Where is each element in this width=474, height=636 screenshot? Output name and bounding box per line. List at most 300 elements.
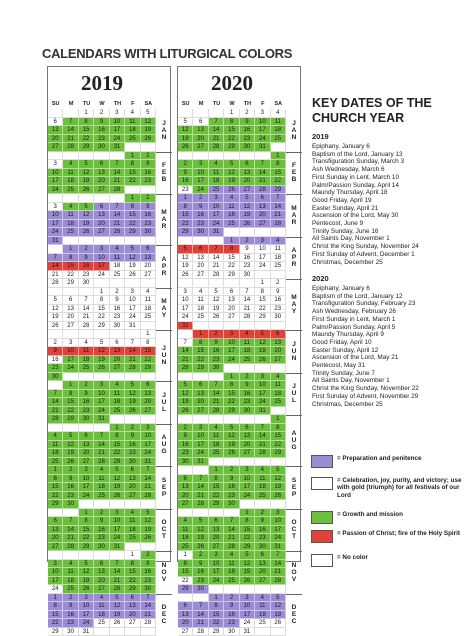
day-cell [178,109,193,118]
week-row [178,568,286,577]
day-cell: 1 [193,330,208,339]
day-cell: 1 [94,288,109,297]
day-cell: 6 [125,466,140,475]
day-cell: 27 [224,313,239,322]
key-date-item: Easter Sunday, April 21 [312,205,474,213]
month-letter: U [287,348,301,355]
day-cell: 21 [63,135,78,144]
day-cell [271,458,286,467]
week-row [178,517,286,526]
day-cell: 16 [110,305,125,314]
day-cell: 3 [255,373,270,382]
day-cell: 25 [209,449,224,458]
day-cell: 8 [48,602,63,611]
day-cell: 22 [48,619,63,628]
day-cell: 3 [94,381,109,390]
day-cell: 29 [63,279,78,288]
day-cell: 8 [141,339,156,348]
day-cell: 4 [271,237,286,246]
key-date-item: Easter Sunday, April 12 [312,347,474,355]
day-cell: 26 [209,313,224,322]
day-cell: 17 [79,611,94,620]
key-date-item: Ascension of the Lord, May 21 [312,354,474,362]
day-cell: 9 [193,203,208,212]
day-cell: 10 [94,390,109,399]
day-cell: 19 [94,356,109,365]
day-cell [63,373,78,382]
day-cell: 28 [271,220,286,229]
day-cell: 8 [255,288,270,297]
day-cell: 16 [125,441,140,450]
day-cell: 2 [178,160,193,169]
day-cell [209,415,224,424]
day-cell: 27 [48,543,63,552]
day-cell: 14 [48,398,63,407]
day-cell [141,415,156,424]
day-cell: 29 [178,228,193,237]
day-cell: 31 [178,322,193,331]
day-cell: 4 [255,594,270,603]
day-cell: 7 [110,560,125,569]
week-row [48,220,156,229]
day-cell: 26 [110,619,125,628]
day-cell: 8 [224,381,239,390]
day-cell: 19 [209,305,224,314]
day-cell [141,628,156,636]
day-cell: 5 [224,160,239,169]
day-cell: 18 [79,356,94,365]
day-cell: 1 [178,551,193,560]
day-cell: 22 [224,135,239,144]
month-letter: V [287,576,301,583]
day-cell: 20 [94,220,109,229]
day-cell: 30 [110,322,125,331]
day-cell: 4 [63,560,78,569]
day-cell: 3 [240,466,255,475]
month-letter: P [287,254,301,261]
day-cell: 1 [125,152,140,161]
day-cell: 21 [209,135,224,144]
day-cell: 30 [193,228,208,237]
day-cell: 18 [141,305,156,314]
day-cell: 19 [240,211,255,220]
day-cell: 9 [63,602,78,611]
day-cell: 6 [224,288,239,297]
day-cell: 17 [240,611,255,620]
day-cell: 9 [141,160,156,169]
day-cell [255,628,270,636]
day-cell: 3 [48,560,63,569]
day-cell: 31 [255,143,270,152]
day-cell: 1 [271,152,286,161]
day-cell: 13 [255,203,270,212]
week-row [178,415,286,424]
day-cell: 16 [255,526,270,535]
week-row [178,475,286,484]
week-row [48,441,156,450]
day-cell: 28 [48,415,63,424]
day-cell: 26 [255,356,270,365]
day-cell [209,152,224,161]
day-cell: 10 [48,169,63,178]
day-cell [63,152,78,161]
key-date-item: Transfiguration Sunday, March 3 [312,158,474,166]
week-row [48,347,156,356]
day-cell: 3 [48,160,63,169]
day-cell: 25 [224,220,239,229]
day-cell [255,152,270,161]
day-cell: 3 [48,203,63,212]
day-cell: 11 [94,475,109,484]
day-cell: 30 [240,271,255,280]
day-cell: 6 [48,118,63,127]
day-cell [255,322,270,331]
day-cell: 19 [255,347,270,356]
day-cell [193,152,208,161]
key-date-item: Maundy Thursday, April 9 [312,331,474,339]
day-cell [271,271,286,280]
day-cell: 11 [125,118,140,127]
day-cell [79,330,94,339]
month-letter: N [287,355,301,362]
day-cell: 11 [63,568,78,577]
day-cell: 3 [240,594,255,603]
weekday-label: TU [209,100,224,108]
month-label [157,194,171,245]
day-cell [193,322,208,331]
day-cell: 25 [79,364,94,373]
day-cell: 29 [240,543,255,552]
day-cell: 22 [125,577,140,586]
legend-swatch [311,455,333,468]
day-cell [110,152,125,161]
month-label [157,509,171,552]
day-cell [141,143,156,152]
day-cell: 5 [255,330,270,339]
day-cell [178,509,193,518]
day-cell: 30 [94,143,109,152]
day-cell: 12 [240,560,255,569]
day-cell: 9 [141,560,156,569]
day-cell: 16 [94,126,109,135]
day-cell: 18 [94,483,109,492]
day-cell: 26 [240,220,255,229]
legend-swatch [311,511,333,524]
day-cell: 31 [125,322,140,331]
day-cell: 18 [224,211,239,220]
month-letter: A [157,256,171,263]
day-cell: 6 [255,551,270,560]
month-letter: F [157,162,171,169]
month-letter: N [157,359,171,366]
day-cell: 22 [271,177,286,186]
day-cell: 31 [141,458,156,467]
day-cell: 2 [94,509,109,518]
day-cell: 31 [271,543,286,552]
day-cell: 23 [209,356,224,365]
day-cell: 29 [224,271,239,280]
weekday-label: SA [141,100,156,108]
day-cell: 1 [79,109,94,118]
day-cell: 28 [209,407,224,416]
day-cell: 16 [141,568,156,577]
day-cell [224,415,239,424]
day-cell: 7 [48,390,63,399]
day-cell: 13 [125,602,140,611]
day-cell: 10 [193,169,208,178]
day-cell: 9 [141,203,156,212]
month-letter: N [287,134,301,141]
week-row [48,194,156,203]
key-date-item: Palm/Passion Sunday, April 5 [312,324,474,332]
week-row [48,475,156,484]
day-cell: 20 [209,534,224,543]
day-cell: 14 [178,347,193,356]
day-cell: 18 [63,577,78,586]
day-cell: 29 [255,313,270,322]
day-cell [209,237,224,246]
week-row [178,483,286,492]
day-cell: 25 [125,135,140,144]
day-cell: 10 [79,602,94,611]
week-row [48,339,156,348]
day-cell [255,415,270,424]
key-date-item: Christmas, December 25 [312,401,474,409]
day-cell: 25 [271,262,286,271]
day-cell: 12 [178,390,193,399]
day-cell: 17 [79,483,94,492]
day-cell: 30 [94,543,109,552]
day-cell: 2 [48,339,63,348]
day-cell: 24 [271,534,286,543]
week-row [178,262,286,271]
day-cell: 14 [255,169,270,178]
week-row [48,254,156,263]
day-cell: 20 [240,177,255,186]
day-cell: 13 [255,560,270,569]
day-cell [79,424,94,433]
week-row [48,628,156,636]
legend-swatch [311,554,333,567]
day-cell: 21 [178,356,193,365]
day-cell: 8 [240,517,255,526]
day-cell: 9 [79,390,94,399]
week-row [48,313,156,322]
week-row [48,398,156,407]
day-cell: 8 [271,424,286,433]
day-cell: 7 [63,118,78,127]
day-cell: 1 [125,194,140,203]
month-letter: P [157,263,171,270]
day-cell: 1 [240,509,255,518]
month-label [157,288,171,331]
day-cell: 29 [209,628,224,636]
week-row [178,135,286,144]
day-cell: 12 [209,296,224,305]
day-cell: 1 [63,245,78,254]
day-cell: 28 [178,364,193,373]
day-cell: 18 [271,126,286,135]
week-row [48,305,156,314]
day-cell: 7 [209,381,224,390]
day-cell: 25 [110,407,125,416]
day-cell: 16 [63,611,78,620]
day-cell [271,143,286,152]
day-cell: 21 [271,568,286,577]
day-cell: 1 [209,594,224,603]
day-cell: 14 [209,126,224,135]
week-row [48,203,156,212]
day-cell [255,500,270,509]
day-cell: 22 [125,177,140,186]
day-cell: 20 [94,577,109,586]
day-cell: 9 [224,602,239,611]
day-cell: 30 [141,228,156,237]
day-cell: 7 [141,594,156,603]
week-row [48,526,156,535]
legend-text: = Preparation and penitence [337,455,471,462]
day-cell: 3 [255,109,270,118]
day-cell: 10 [240,475,255,484]
day-cell: 2 [79,381,94,390]
day-cell: 14 [224,526,239,535]
day-cell: 28 [209,143,224,152]
month-letter: C [157,618,171,625]
day-cell: 10 [178,296,193,305]
day-cell: 8 [224,118,239,127]
week-row [48,458,156,467]
day-cell: 6 [193,118,208,127]
day-cell [94,373,109,382]
day-cell: 27 [178,628,193,636]
day-cell: 17 [110,526,125,535]
day-cell: 18 [255,483,270,492]
day-cell: 21 [94,449,109,458]
day-cell: 15 [209,611,224,620]
day-cell [224,322,239,331]
day-cell [178,594,193,603]
legend-text: = No color [337,554,471,561]
day-cell [125,500,140,509]
day-cell: 19 [178,135,193,144]
day-cell: 23 [94,534,109,543]
day-cell: 6 [110,339,125,348]
day-cell: 19 [178,262,193,271]
day-cell: 22 [193,356,208,365]
month-letter: U [287,437,301,444]
day-cell: 20 [240,441,255,450]
day-cell: 10 [125,296,140,305]
day-cell [125,543,140,552]
month-letter: D [157,604,171,611]
day-cell: 14 [193,611,208,620]
day-cell: 23 [255,534,270,543]
month-label [287,415,301,466]
day-cell: 29 [271,449,286,458]
week-row [178,407,286,416]
day-cell: 21 [125,356,140,365]
day-cell [271,585,286,594]
legend-swatch [311,530,333,543]
day-cell: 8 [178,203,193,212]
day-cell [110,330,125,339]
day-cell: 17 [94,398,109,407]
week-row [178,220,286,229]
day-cell [79,500,94,509]
day-cell: 25 [240,356,255,365]
day-cell: 7 [271,194,286,203]
day-cell: 20 [63,313,78,322]
day-cell: 18 [110,398,125,407]
day-cell: 25 [224,577,239,586]
day-cell: 23 [271,305,286,314]
day-cell: 17 [209,568,224,577]
day-cell: 6 [255,194,270,203]
day-cell: 15 [240,526,255,535]
day-cell: 5 [271,466,286,475]
day-cell: 3 [125,288,140,297]
day-cell: 24 [48,585,63,594]
day-cell: 31 [79,628,94,636]
day-cell: 6 [271,330,286,339]
day-cell: 23 [79,407,94,416]
day-cell: 26 [240,577,255,586]
day-cell [178,415,193,424]
day-cell: 4 [48,432,63,441]
day-cell: 1 [125,551,140,560]
week-row [48,279,156,288]
day-cell: 19 [110,483,125,492]
day-cell: 9 [125,432,140,441]
day-cell: 18 [271,254,286,263]
week-row [48,322,156,331]
day-cell: 26 [63,458,78,467]
week-row [48,449,156,458]
day-cell: 13 [125,475,140,484]
day-cell: 25 [209,186,224,195]
day-cell: 14 [141,602,156,611]
day-cell: 26 [224,449,239,458]
day-cell: 16 [224,483,239,492]
day-cell: 12 [224,432,239,441]
day-cell: 13 [224,296,239,305]
week-row [178,356,286,365]
day-cell [209,585,224,594]
week-row [48,288,156,297]
day-cell [125,628,140,636]
day-cell: 10 [240,602,255,611]
week-row [48,271,156,280]
day-cell: 14 [110,169,125,178]
day-cell: 11 [94,602,109,611]
key-date-item: First Sunday in Lent, March 1 [312,316,474,324]
calendar-grid [178,109,302,562]
week-row [178,432,286,441]
day-cell [141,186,156,195]
day-cell: 19 [79,177,94,186]
day-cell [79,152,94,161]
month-letter: V [157,576,171,583]
day-cell: 21 [209,262,224,271]
month-label [287,194,301,237]
week-row [178,381,286,390]
day-cell: 20 [255,211,270,220]
day-cell: 4 [240,330,255,339]
month-letter: J [157,392,171,399]
day-cell [79,194,94,203]
day-cell: 21 [110,220,125,229]
day-cell: 14 [48,262,63,271]
